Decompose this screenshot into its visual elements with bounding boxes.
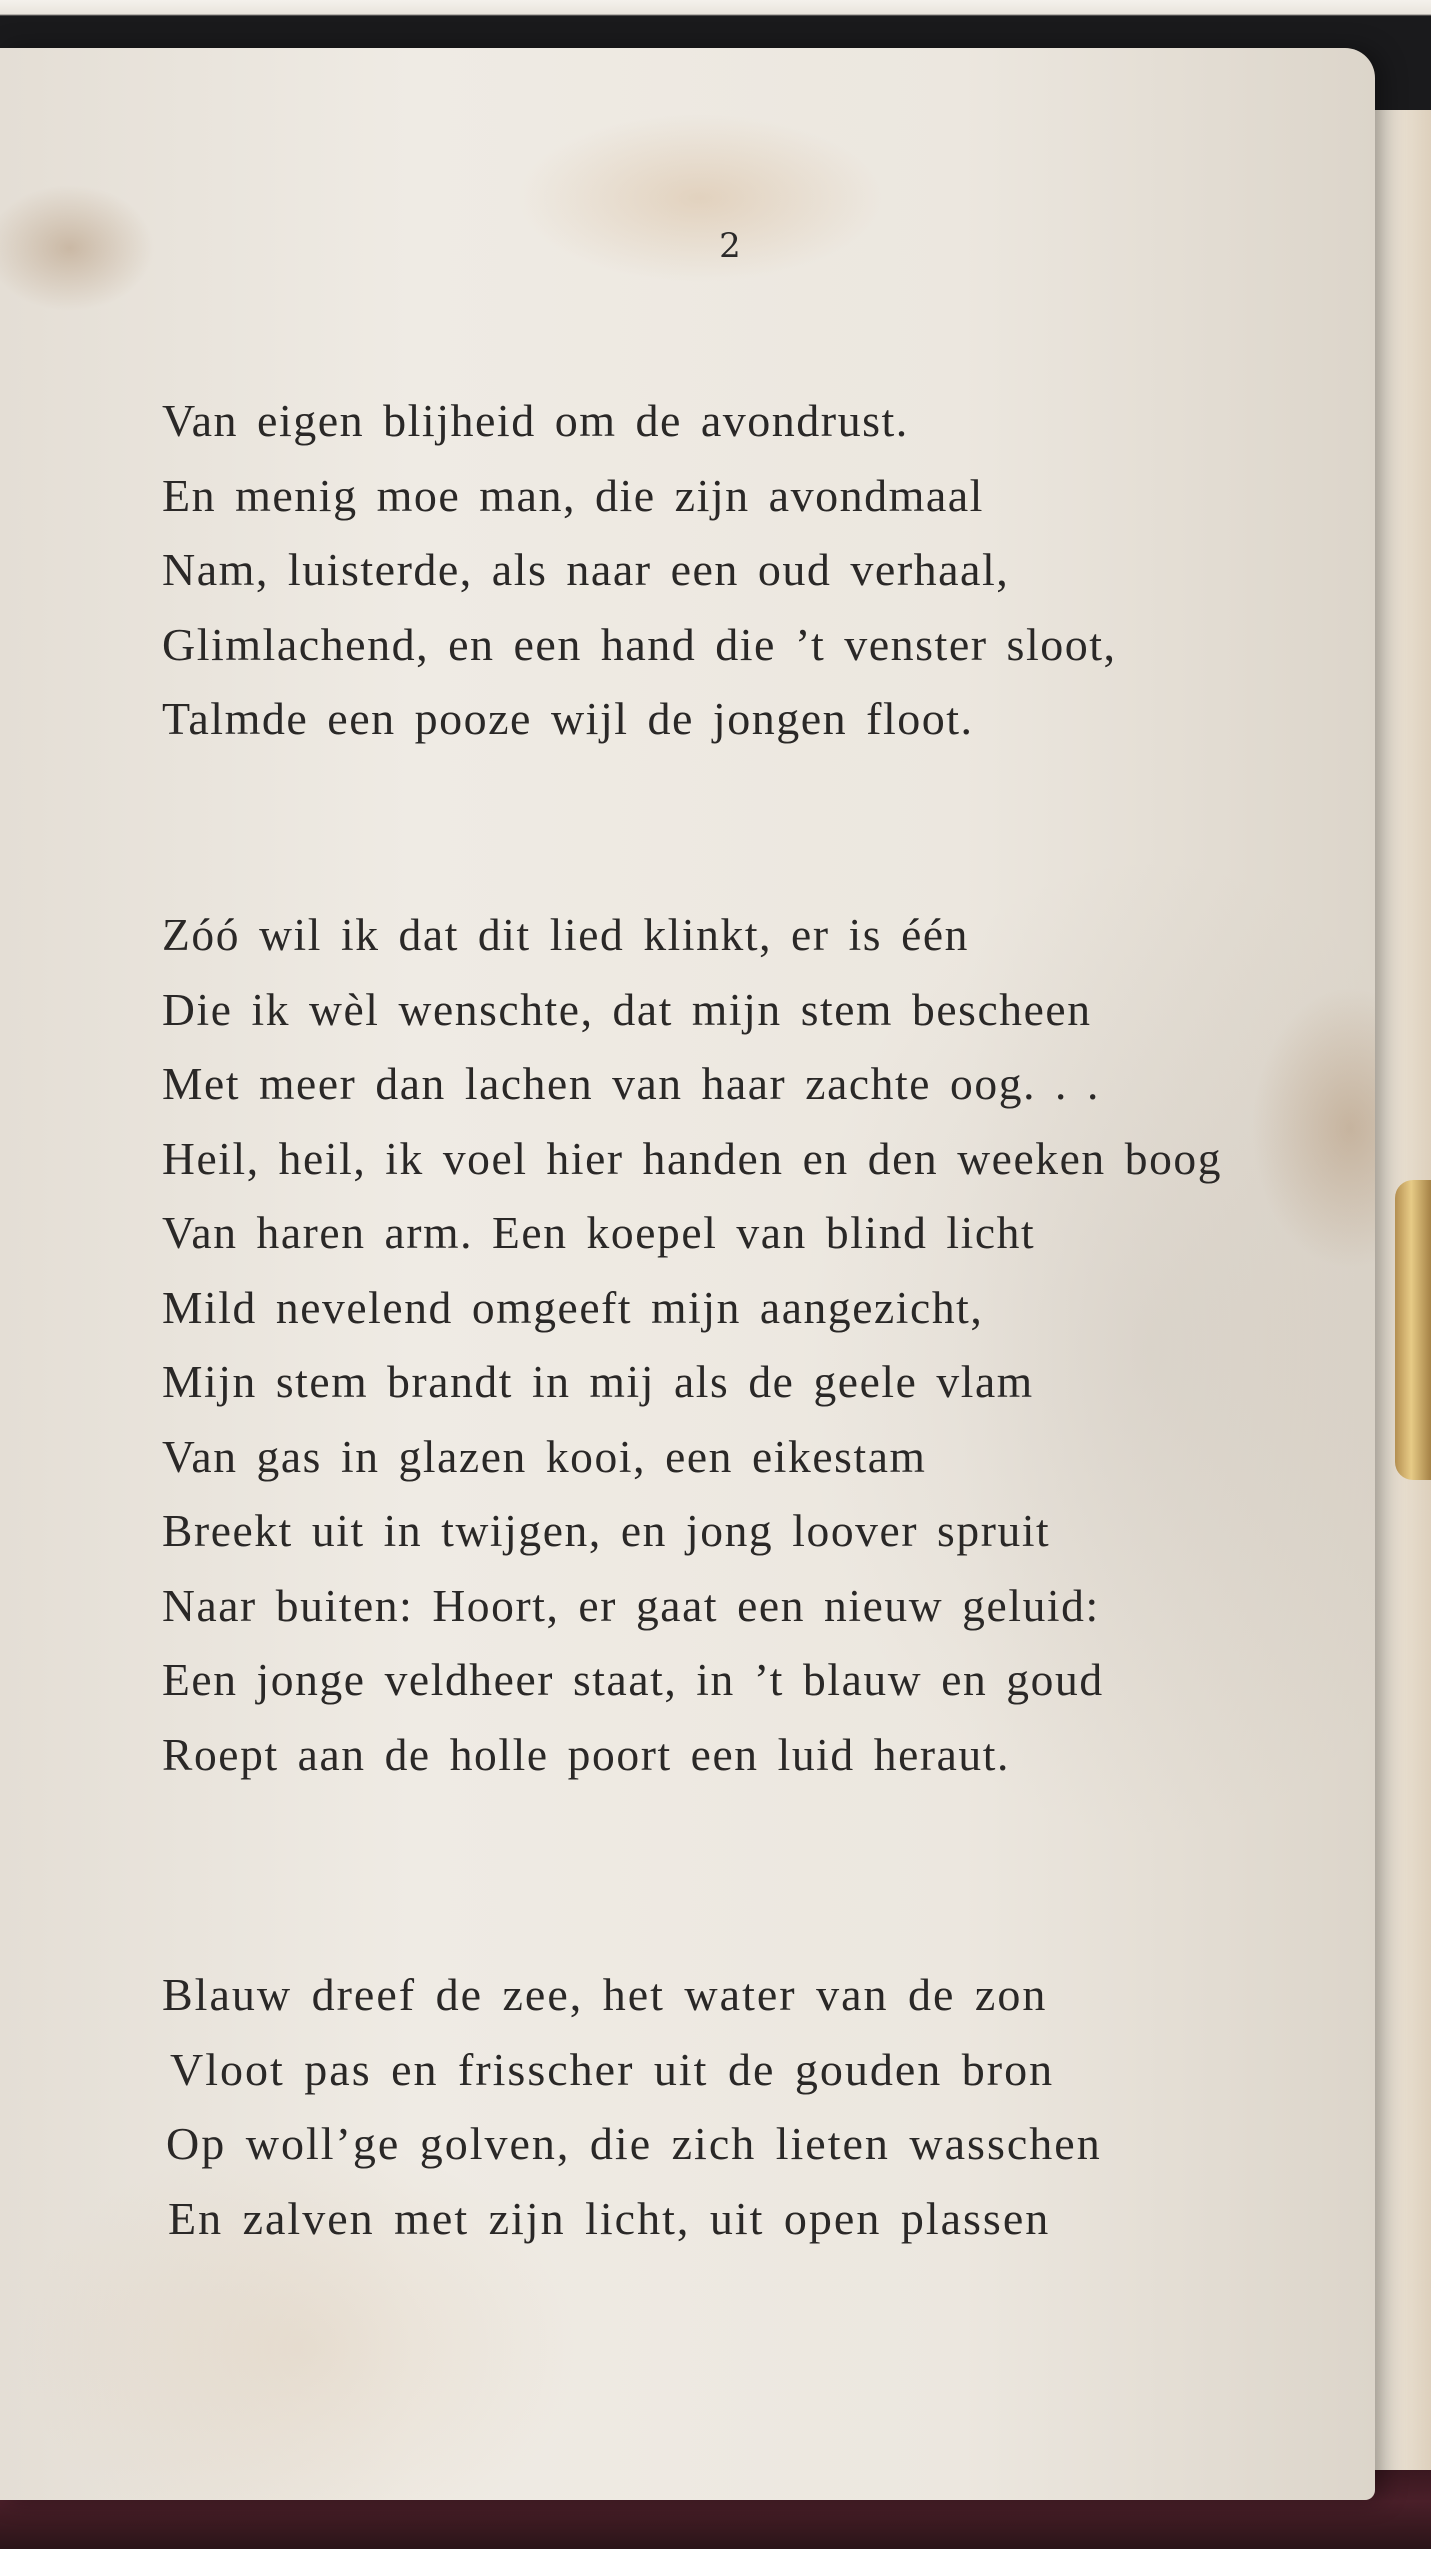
poem-line: En menig moe man, die zijn avondmaal — [162, 469, 984, 521]
book-gilt-edge — [1395, 1180, 1431, 1480]
poem-line: Mijn stem brandt in mij als de geele vlam — [162, 1356, 1034, 1407]
poem-line: En zalven met zijn licht, uit open plassen — [168, 2192, 1051, 2244]
poem-line: Roept aan de holle poort een luid heraut. — [162, 1728, 1010, 1780]
poem-line: Naar buiten: Hoort, er gaat een nieuw geluid: — [162, 1579, 1100, 1631]
stanza-2 — [162, 898, 1222, 1792]
poem-line: Breekt uit in twijgen, en jong loover spruit — [162, 1505, 1051, 1556]
poem-line: Een jonge veldheer staat, in ’t blauw en goud — [162, 1654, 1104, 1705]
poem-line: Nam, luisterde, als naar een oud verhaal, — [162, 544, 1010, 595]
stanza-3 — [162, 1958, 1102, 2256]
poem-line: Van haren arm. Een koepel van blind licht — [162, 1207, 1036, 1258]
poem-line: Glimlachend, en een hand die ’t venster sloot, — [162, 618, 1117, 670]
poem-line: Van gas in glazen kooi, een eikestam — [162, 1430, 927, 1482]
poem-line: Zóó wil ik dat dit lied klinkt, er is één — [162, 909, 970, 960]
page-number: 2 — [719, 226, 741, 266]
stanza-1 — [162, 384, 1117, 757]
poem-line: Vloot pas en frisscher uit de gouden bron — [170, 2043, 1055, 2095]
book-page — [0, 48, 1375, 2500]
poem-line: Talmde een pooze wijl de jongen floot. — [162, 693, 974, 744]
poem-line: Van eigen blijheid om de avondrust. — [162, 395, 909, 446]
poem-line: Die ik wèl wenschte, dat mijn stem bescheen — [162, 983, 1092, 1035]
poem-line: Heil, heil, ik voel hier handen en den weeken boog — [162, 1132, 1223, 1184]
poem-line: Mild nevelend omgeeft mijn aangezicht, — [162, 1281, 984, 1333]
poem-line: Op woll’ge golven, die zich lieten wasschen — [166, 2118, 1102, 2169]
poem-line: Blauw dreef de zee, het water van de zon — [162, 1969, 1048, 2020]
poem-line: Met meer dan lachen van haar zachte oog. . . — [162, 1058, 1100, 1109]
